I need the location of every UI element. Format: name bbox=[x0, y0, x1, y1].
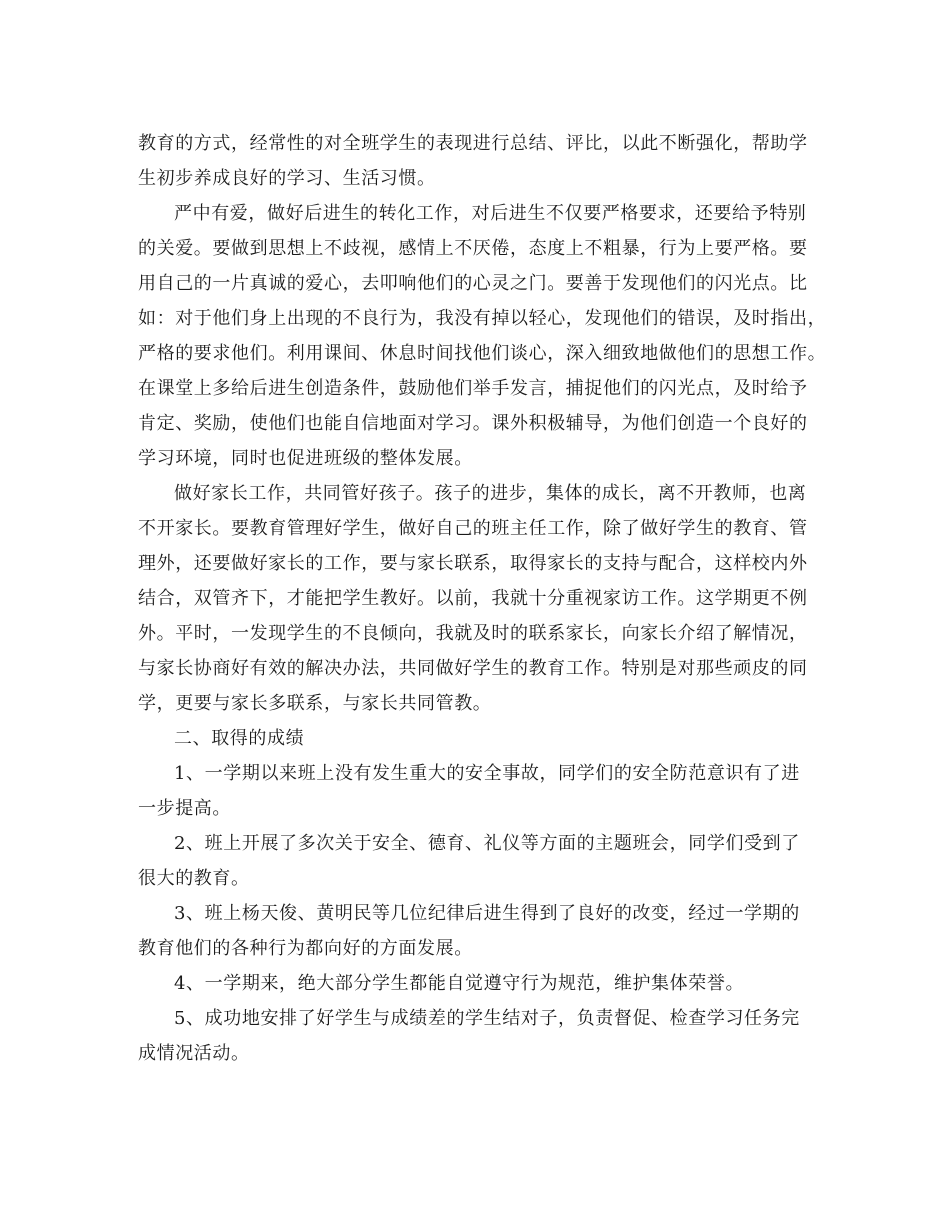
text-line: 严格的要求他们。利用课间、休息时间找他们谈心，深入细致地做他们的思想工作。 bbox=[138, 343, 827, 364]
text-line: 成情况活动。 bbox=[138, 1043, 250, 1064]
text-line: 教育他们的各种行为都向好的方面发展。 bbox=[138, 938, 473, 959]
text-line: 理外，还要做好家长的工作，要与家长联系，取得家长的支持与配合，这样校内外 bbox=[138, 553, 808, 574]
text-line: 5、成功地安排了好学生与成绩差的学生结对子，负责督促、检查学习任务完 bbox=[174, 1008, 800, 1029]
text-line: 2、班上开展了多次关于安全、德育、礼仪等方面的主题班会，同学们受到了 bbox=[174, 833, 800, 854]
text-line: 用自己的一片真诚的爱心，去叩响他们的心灵之门。要善于发现他们的闪光点。比 bbox=[138, 273, 808, 294]
text-line: 很大的教育。 bbox=[138, 868, 250, 889]
text-line: 学，更要与家长多联系，与家长共同管教。 bbox=[138, 693, 492, 714]
text-line: 如：对于他们身上出现的不良行为，我没有掉以轻心，发现他们的错误，及时指出， bbox=[138, 308, 827, 329]
text-line: 二、取得的成绩 bbox=[174, 728, 305, 749]
text-line: 做好家长工作，共同管好孩子。孩子的进步，集体的成长，离不开教师，也离 bbox=[174, 483, 807, 504]
text-line: 结合，双管齐下，才能把学生教好。以前，我就十分重视家访工作。这学期更不例 bbox=[138, 588, 808, 609]
text-line: 3、班上杨天俊、黄明民等几位纪律后进生得到了良好的改变，经过一学期的 bbox=[174, 903, 800, 924]
text-line: 的关爱。要做到思想上不歧视，感情上不厌倦，态度上不粗暴，行为上要严格。要 bbox=[138, 238, 808, 259]
text-line: 生初步养成良好的学习、生活习惯。 bbox=[138, 168, 436, 189]
text-line: 学习环境，同时也促进班级的整体发展。 bbox=[138, 448, 473, 469]
text-line: 外。平时，一发现学生的不良倾向，我就及时的联系家长，向家长介绍了解情况， bbox=[138, 623, 808, 644]
text-line: 严中有爱，做好后进生的转化工作，对后进生不仅要严格要求，还要给予特别 bbox=[174, 203, 807, 224]
text-line: 在课堂上多给后进生创造条件，鼓励他们举手发言，捕捉他们的闪光点，及时给予 bbox=[138, 378, 808, 399]
text-line: 与家长协商好有效的解决办法，共同做好学生的教育工作。特别是对那些顽皮的同 bbox=[138, 658, 808, 679]
text-line: 4、一学期来，绝大部分学生都能自觉遵守行为规范，维护集体荣誉。 bbox=[174, 973, 745, 994]
text-line: 不开家长。要教育管理好学生，做好自己的班主任工作，除了做好学生的教育、管 bbox=[138, 518, 808, 539]
text-line: 教育的方式，经常性的对全班学生的表现进行总结、评比，以此不断强化，帮助学 bbox=[138, 133, 808, 154]
document-body bbox=[138, 126, 827, 1071]
text-line: 一步提高。 bbox=[138, 798, 231, 819]
text-line: 1、一学期以来班上没有发生重大的安全事故，同学们的安全防范意识有了进 bbox=[174, 763, 800, 784]
text-line: 肯定、奖励，使他们也能自信地面对学习。课外积极辅导，为他们创造一个良好的 bbox=[138, 413, 808, 434]
